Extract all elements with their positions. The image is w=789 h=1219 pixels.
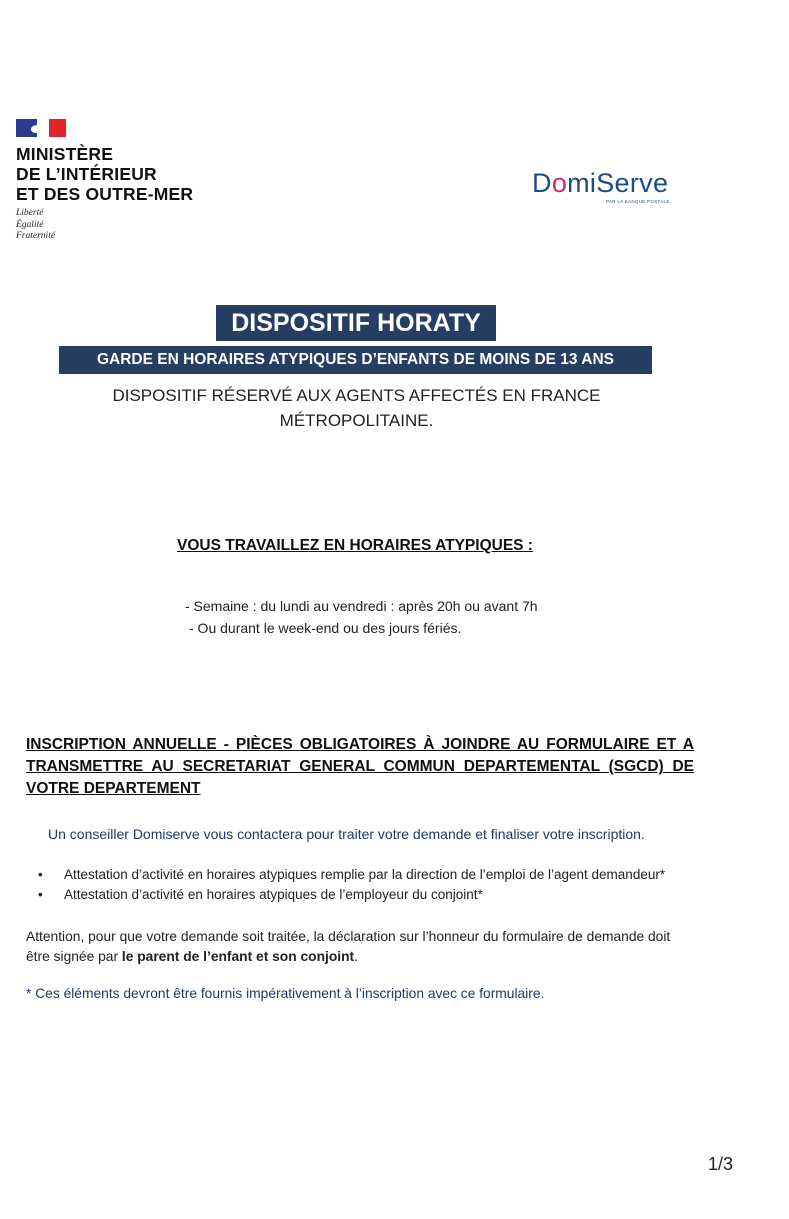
list-item: • Attestation d’activité en horaires atypiques de l’employeur du conjoint* (24, 885, 665, 905)
list-item: • Attestation d’activité en horaires atypiques remplie par la direction de l’emploi de l’agent demandeur* (24, 865, 665, 885)
atypical-item-weekday: - Semaine : du lundi au vendredi : après 20h ou avant 7h (185, 598, 538, 614)
logo-text-part1: D (532, 168, 552, 198)
domiserve-tagline: PAR LA BANQUE POSTALE (606, 199, 670, 204)
scope-statement: DISPOSITIF RÉSERVÉ AUX AGENTS AFFECTÉS EN FRANCE MÉTROPOLITAINE. (112, 386, 601, 430)
atypical-hours-heading: VOUS TRAVAILLEZ EN HORAIRES ATYPIQUES : (177, 537, 533, 554)
attention-bold: le parent de l’enfant et son conjoint (121, 949, 355, 964)
ministry-name-line-3: ET DES OUTRE-MER (16, 184, 194, 204)
document-title: DISPOSITIF HORATY (216, 305, 496, 341)
required-documents-list (24, 865, 665, 905)
attention-end: . (354, 949, 358, 964)
ministry-name-line-2: DE L’INTÉRIEUR (16, 164, 157, 184)
motto-line-1: Liberté (16, 208, 44, 218)
ministry-name-line-1: MINISTÈRE (16, 144, 114, 164)
motto-line-2: Égalité (16, 219, 44, 230)
inscription-heading: INSCRIPTION ANNUELLE - PIÈCES OBLIGATOIRES À JOINDRE AU FORMULAIRE ET A TRANSMETTRE AU SECRETARIAT GENERAL COMMUN DEPARTEMENTAL (SGCD) DE VOTRE DEPARTEMENT (26, 736, 694, 797)
republic-motto (16, 208, 55, 243)
advisor-info: Un conseiller Domiserve vous contactera pour traiter votre demande et finaliser votre inscription. (48, 826, 645, 842)
motto-line-3: Fraternité (16, 231, 56, 241)
domiserve-logo (532, 168, 668, 199)
attention-text: Attention, pour que votre demande soit traitée, la déclaration sur l’honneur du formulaire de demande doit être signée par (26, 929, 671, 964)
footnote: * Ces éléments devront être fournis impérativement à l’inscription avec ce formulaire. (26, 986, 545, 1001)
ministry-name (16, 144, 193, 204)
french-flag-logo (16, 119, 66, 137)
logo-text-o: o (551, 168, 568, 198)
atypical-item-weekend: - Ou durant le week-end ou des jours fériés. (189, 620, 462, 636)
page-number: 1/3 (708, 1154, 734, 1174)
attention-paragraph (26, 927, 694, 967)
subtitle-banner: GARDE EN HORAIRES ATYPIQUES D’ENFANTS DE MOINS DE 13 ANS (59, 346, 652, 374)
logo-text-part2: miServe (567, 168, 669, 198)
